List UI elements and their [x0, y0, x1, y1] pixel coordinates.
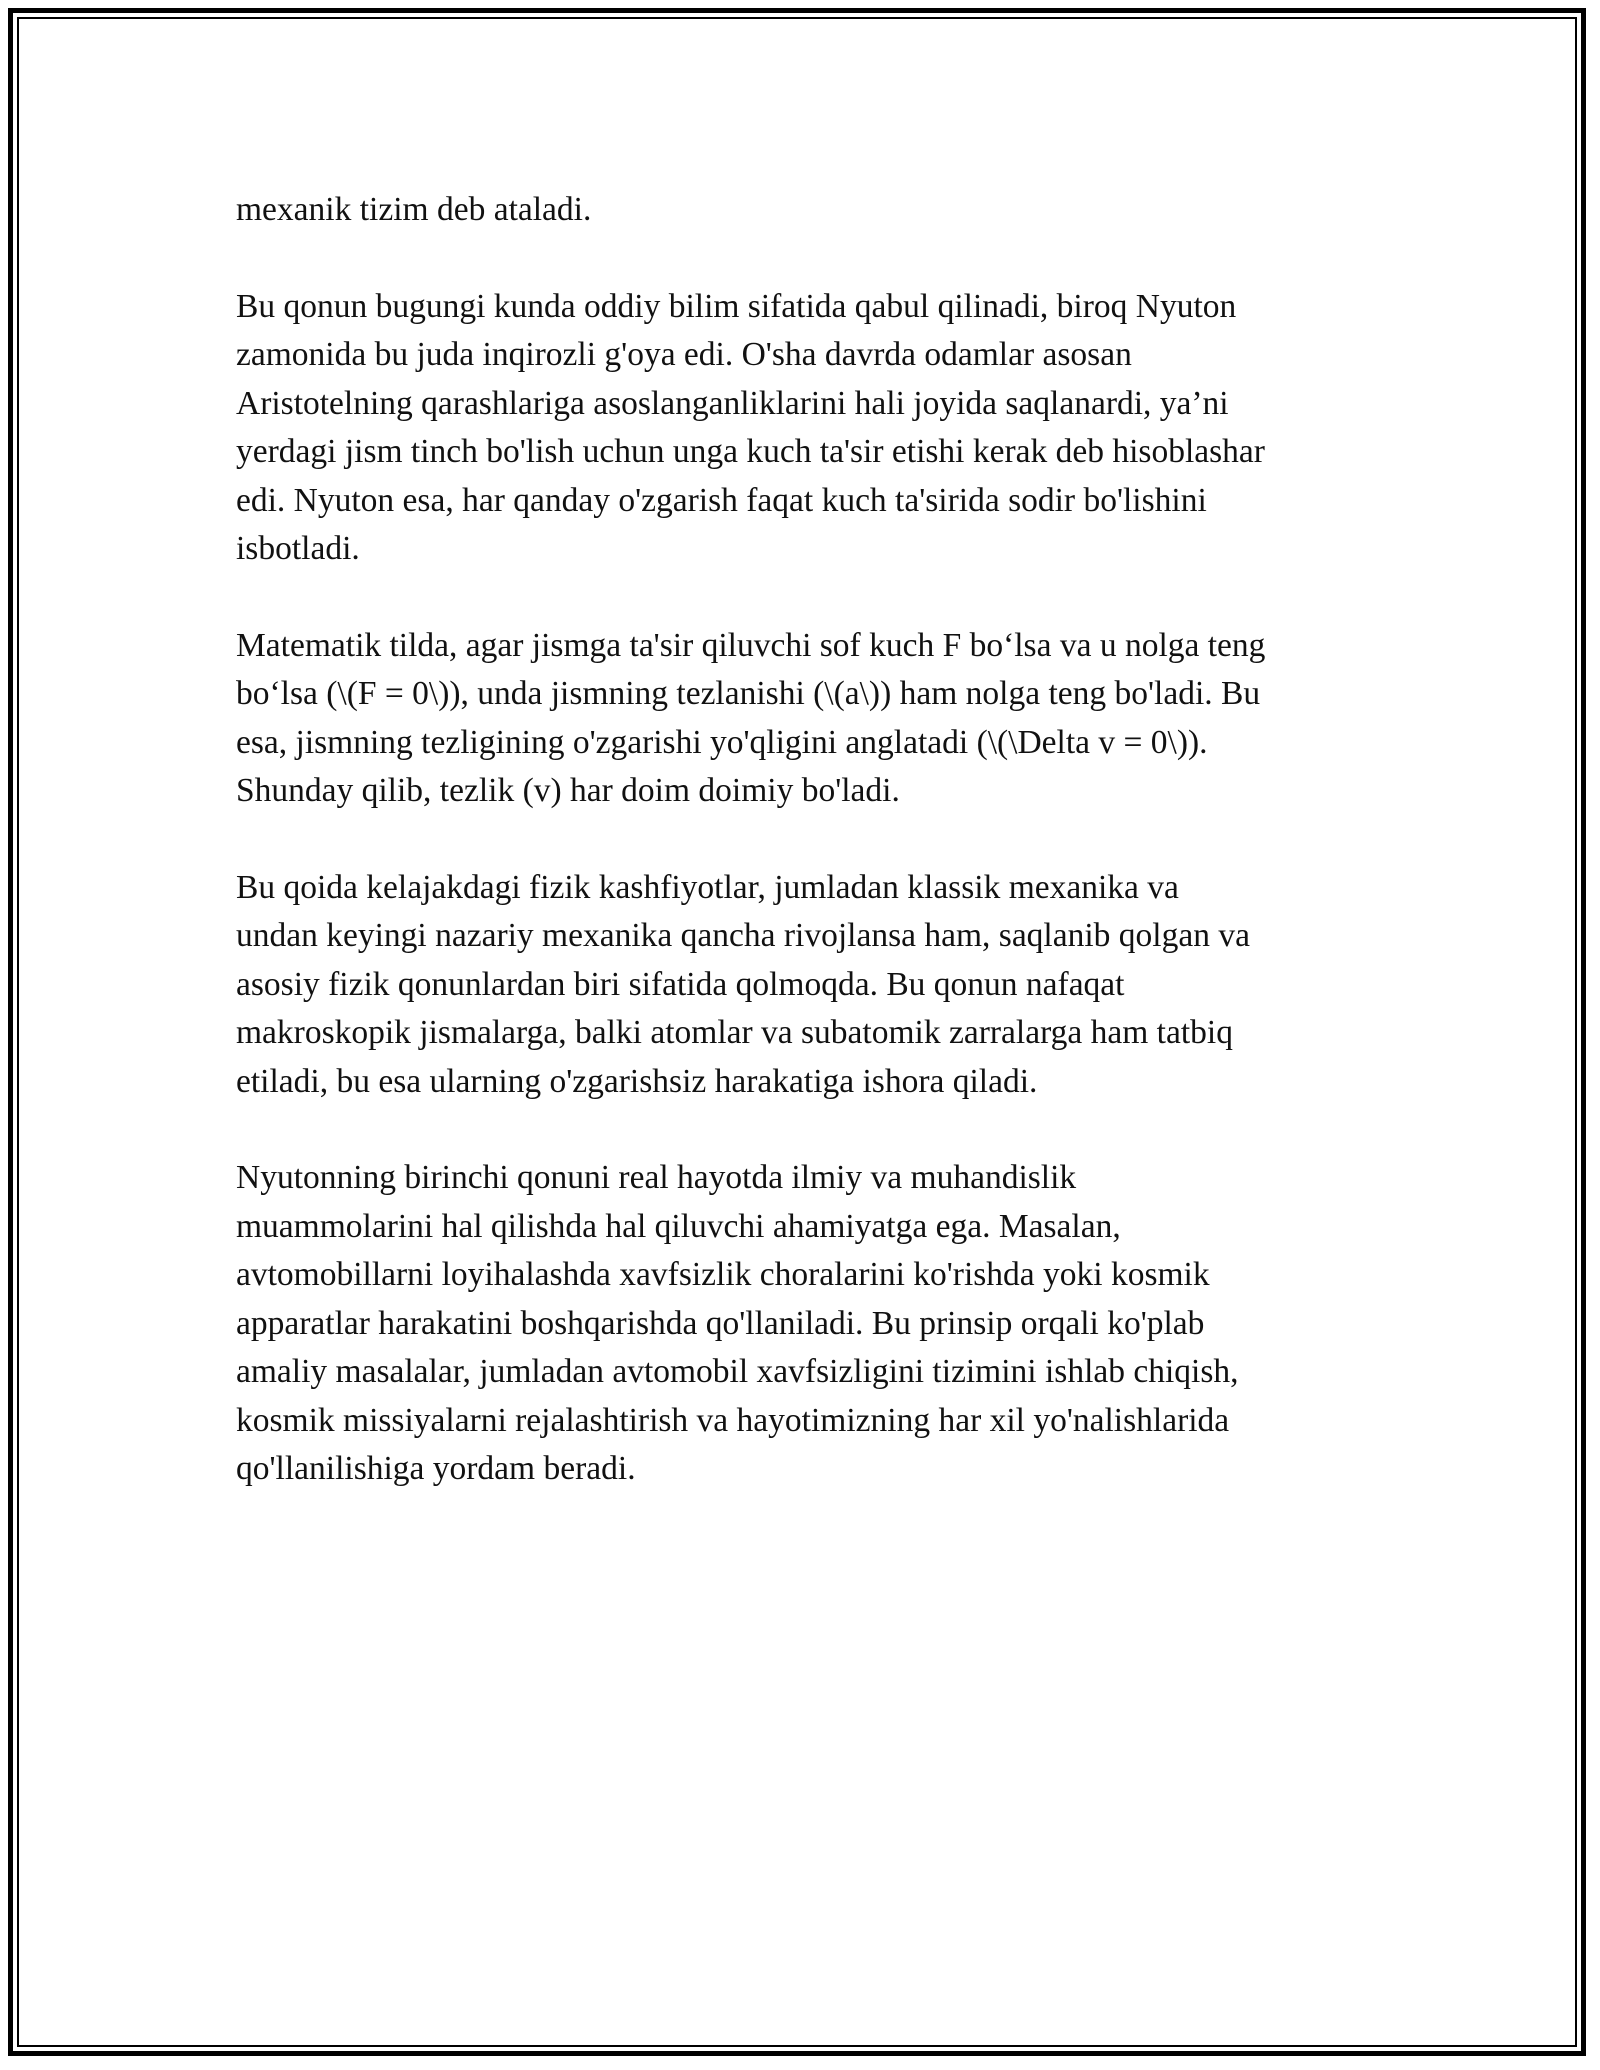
text-line: makroskopik jismalarga, balki atomlar va subatomik zarralarga ham tatbiq	[236, 1014, 1233, 1051]
text-line: kosmik missiyalarni rejalashtirish va hayotimizning har xil yo'nalishlarida	[236, 1401, 1230, 1439]
text-line: esa, jismning tezligining o'zgarishi yo'qligini anglatadi (\(\Delta v = 0\)).	[236, 723, 1208, 761]
text-line: avtomobillarni loyihalashda xavfsizlik choralarini ko'rishda yoki kosmik	[236, 1256, 1210, 1293]
text-line: muammolarini hal qilishda hal qiluvchi ahamiyatga ega. Masalan,	[236, 1207, 1121, 1245]
text-line: Bu qonun bugungi kunda oddiy bilim sifatida qabul qilinadi, biroq Nyuton	[236, 287, 1237, 325]
text-line: Matematik tilda, agar jismga ta'sir qiluvchi sof kuch F bo‘lsa va u nolga teng	[236, 626, 1266, 664]
text-line: undan keyingi nazariy mexanika qancha rivojlansa ham, saqlanib qolgan va	[236, 917, 1250, 954]
paragraph-1	[236, 186, 1376, 235]
text-line: isbotladi.	[236, 530, 360, 567]
text-line: asosiy fizik qonunlardan biri sifatida qolmoqda. Bu qonun nafaqat	[236, 965, 1125, 1003]
text-line: mexanik tizim deb ataladi.	[236, 191, 592, 228]
text-line: Shunday qilib, tezlik (v) har doim doimiy bo'ladi.	[236, 772, 900, 809]
document-body	[236, 186, 1376, 1542]
text-line: Aristotelning qarashlariga asoslanganliklarini hali joyida saqlanardi, ya’ni	[236, 384, 1229, 422]
text-line: amaliy masalalar, jumladan avtomobil xavfsizligini tizimini ishlab chiqish,	[236, 1353, 1239, 1390]
paragraph-3	[236, 622, 1376, 816]
paragraph-4	[236, 864, 1376, 1107]
text-line: zamonida bu juda inqirozli g'oya edi. O'sha davrda odamlar asosan	[236, 336, 1132, 373]
text-line: Bu qoida kelajakdagi fizik kashfiyotlar, jumladan klassik mexanika va	[236, 868, 1179, 906]
text-line: etiladi, bu esa ularning o'zgarishsiz harakatiga ishora qiladi.	[236, 1062, 1038, 1100]
text-line: qo'llanilishiga yordam beradi.	[236, 1450, 636, 1487]
text-line: edi. Nyuton esa, har qanday o'zgarish faqat kuch ta'sirida sodir bo'lishini	[236, 481, 1207, 519]
text-line: yerdagi jism tinch bo'lish uchun unga kuch ta'sir etishi kerak deb hisoblashar	[236, 433, 1265, 470]
text-line: apparatlar harakatini boshqarishda qo'llaniladi. Bu prinsip orqali ko'plab	[236, 1304, 1205, 1342]
paragraph-2	[236, 283, 1376, 574]
text-line: Nyutonning birinchi qonuni real hayotda ilmiy va muhandislik	[236, 1159, 1077, 1196]
text-line: bo‘lsa (\(F = 0\)), unda jismning tezlanishi (\(a\)) ham nolga teng bo'ladi. Bu	[236, 675, 1261, 712]
paragraph-5	[236, 1154, 1376, 1494]
